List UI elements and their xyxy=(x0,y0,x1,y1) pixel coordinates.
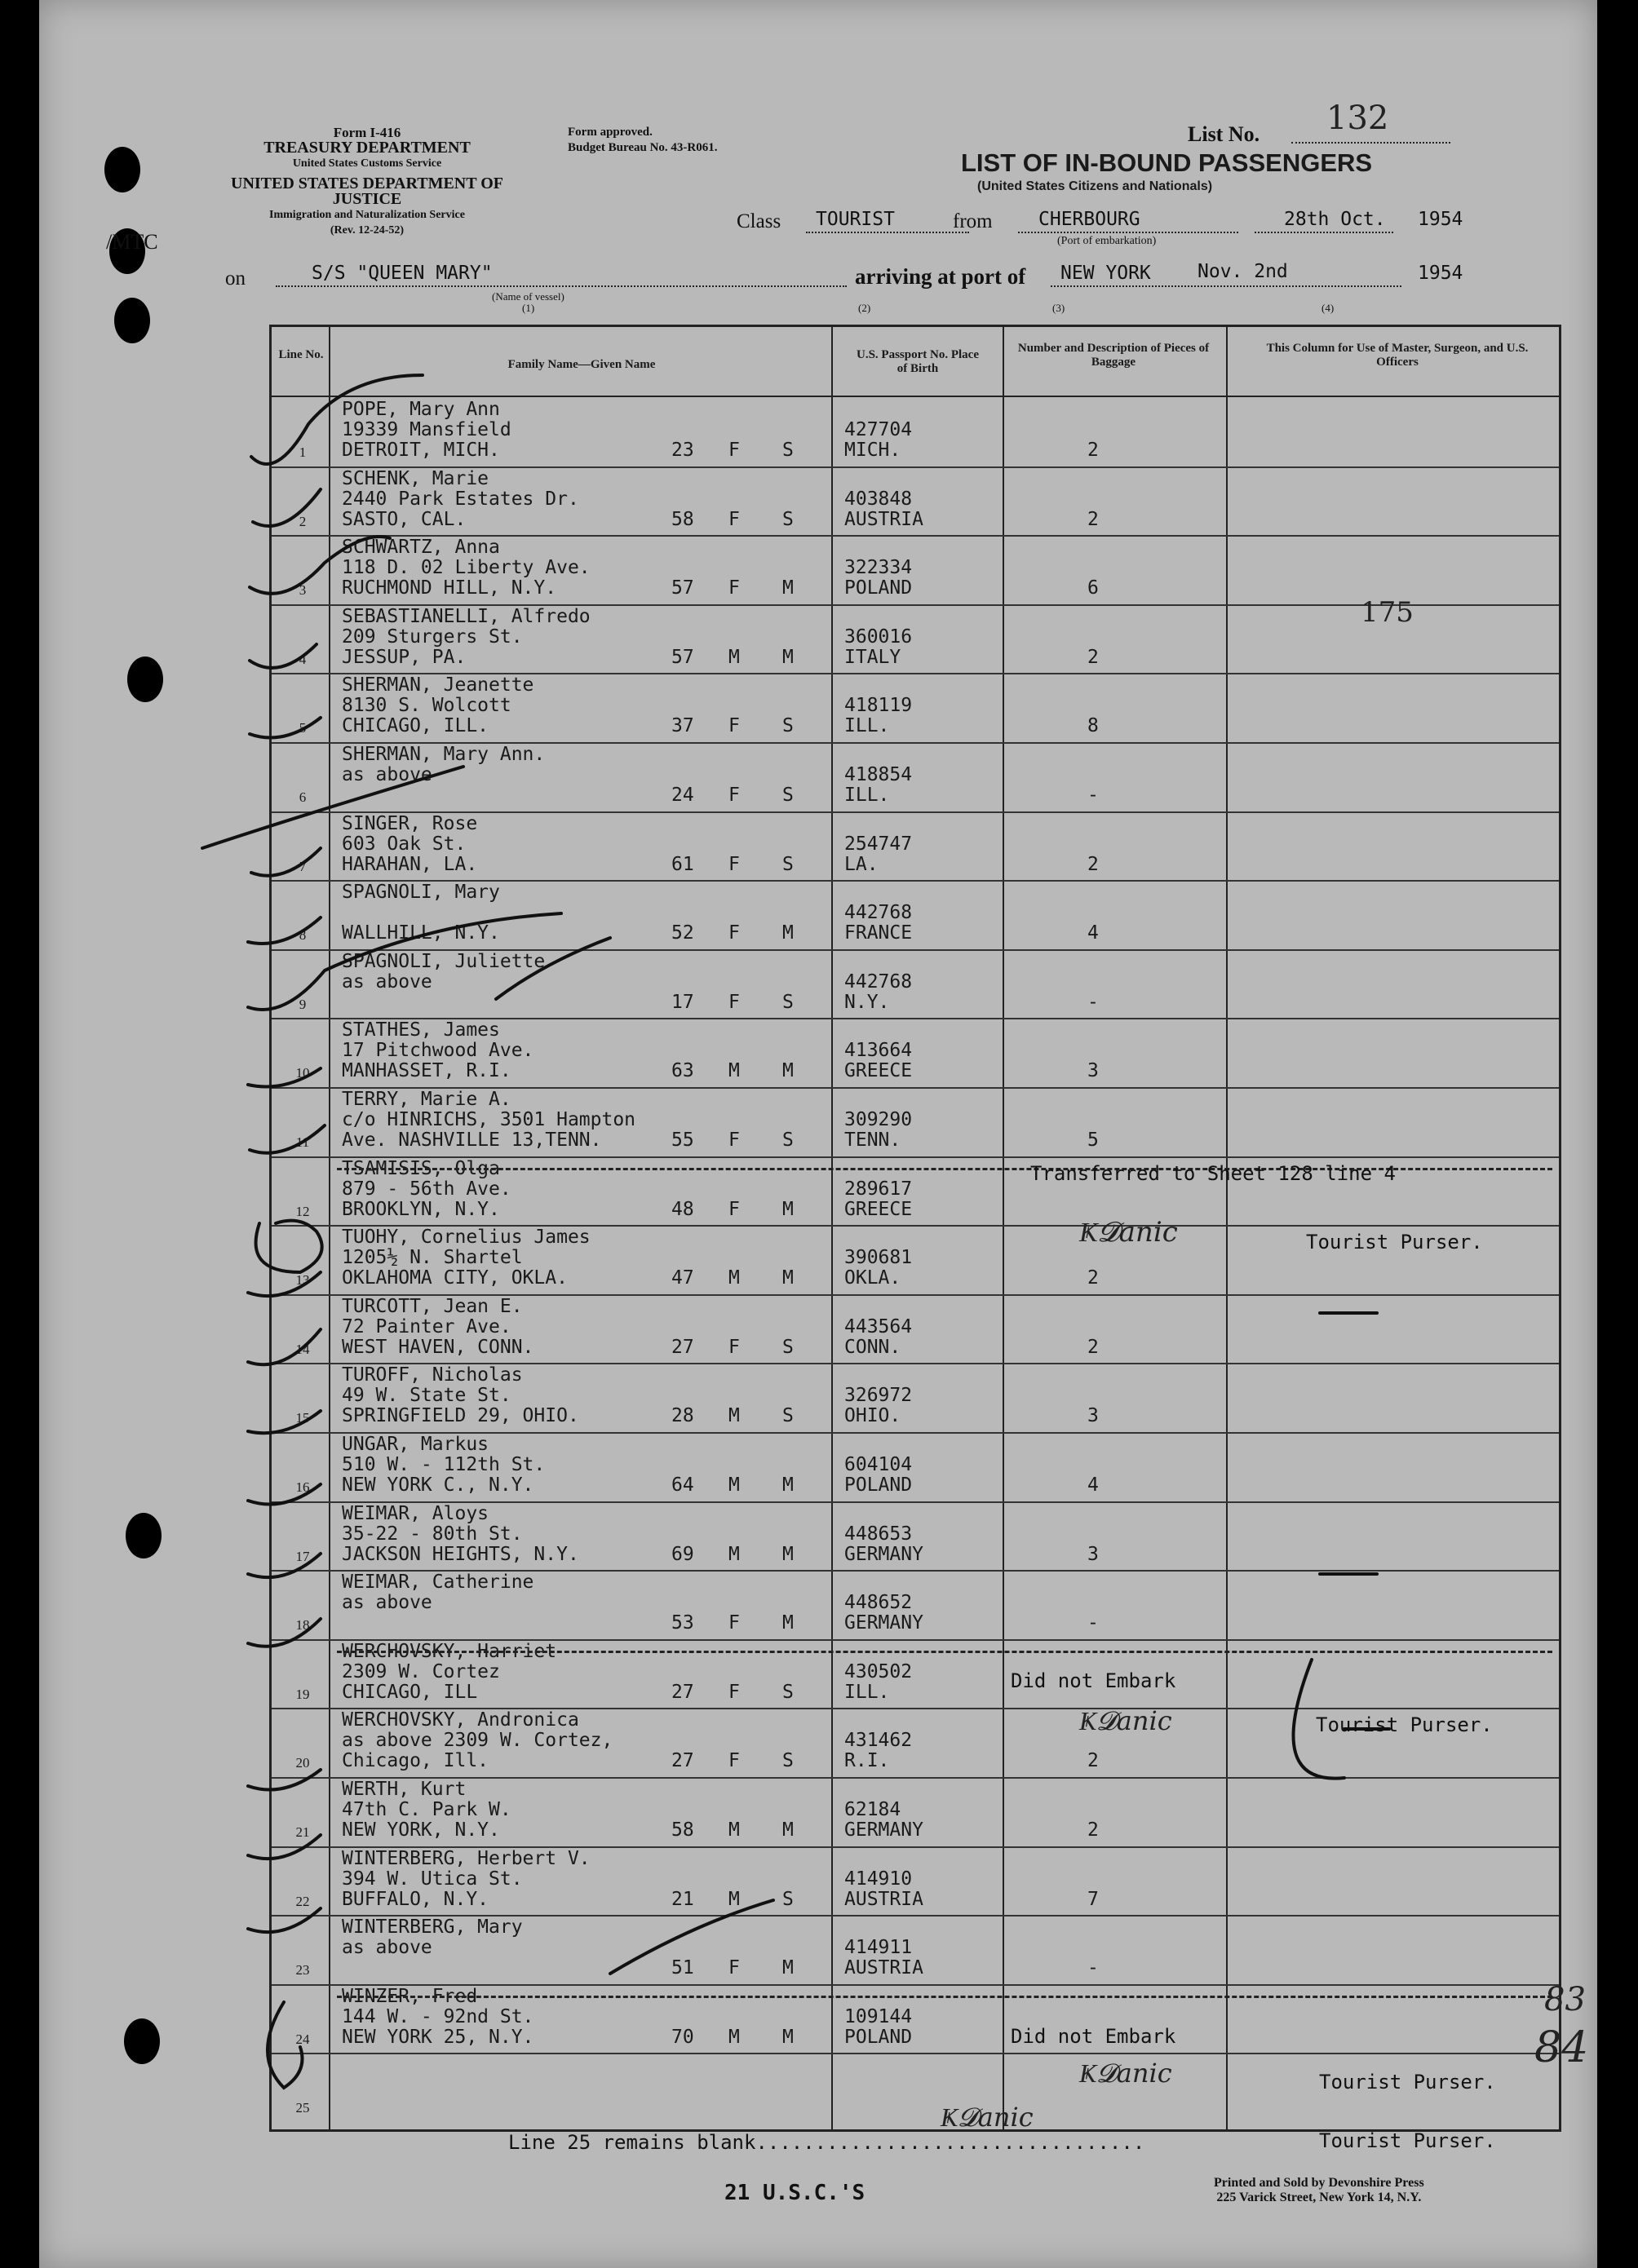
age: 58 xyxy=(671,1819,694,1841)
baggage-count: 3 xyxy=(1087,1405,1099,1427)
passenger-name: WINZER, Fred xyxy=(342,1985,478,2007)
customs-service: United States Customs Service xyxy=(292,157,442,170)
marital-status: S xyxy=(782,853,794,875)
passport-number: 109144 xyxy=(844,2005,913,2027)
city-line: DETROIT, MICH. xyxy=(342,440,500,461)
age: 27 xyxy=(671,1336,694,1358)
place-of-birth: AUSTRIA xyxy=(844,508,923,530)
line-number: 13 xyxy=(295,1272,310,1289)
line-number: 16 xyxy=(295,1479,310,1495)
passenger-name: TUOHY, Cornelius James xyxy=(342,1227,591,1249)
place-of-birth: N.Y. xyxy=(844,991,890,1013)
col-marker-1: (1) xyxy=(522,302,535,314)
usc-footer: 21 U.S.C.'S xyxy=(724,2181,865,2205)
place-of-birth: POLAND xyxy=(844,577,913,599)
city-line: SASTO, CAL. xyxy=(342,508,467,530)
place-of-birth: AUSTRIA xyxy=(844,1888,923,1910)
col-marker-2: (2) xyxy=(858,302,871,314)
marital-status: S xyxy=(782,1405,794,1427)
age: 69 xyxy=(671,1543,694,1565)
ins: Immigration and Naturalization Service xyxy=(269,209,465,221)
line-number: 5 xyxy=(299,720,307,736)
place-of-birth: POLAND xyxy=(844,1474,913,1496)
address-line: c/o HINRICHS, 3501 Hampton xyxy=(342,1109,636,1130)
sex: M xyxy=(728,2026,740,2048)
marital-status: M xyxy=(782,646,794,668)
marital-status: S xyxy=(782,1130,794,1151)
age: 48 xyxy=(671,1198,694,1220)
city-line: WALLHILL, N.Y. xyxy=(342,922,500,944)
baggage-count: 4 xyxy=(1087,922,1099,944)
col-head-line: Line No. xyxy=(278,348,324,361)
passport-number: 322334 xyxy=(844,557,913,579)
city-line: CHICAGO, ILL. xyxy=(342,715,489,737)
passport-number: 414910 xyxy=(844,1868,913,1890)
port-embark-label: (Port of embarkation) xyxy=(1057,235,1157,247)
margin-count-84: 84 xyxy=(1534,2023,1589,2072)
line-number: 14 xyxy=(295,1341,310,1357)
col-head-passport: U.S. Passport No. Place of Birth xyxy=(857,348,979,375)
passenger-name: WERCHOVSKY, Andronica xyxy=(342,1709,579,1731)
passenger-name: POPE, Mary Ann xyxy=(342,399,500,420)
line-number: 23 xyxy=(295,1962,310,1978)
passenger-name: SPAGNOLI, Mary xyxy=(342,882,500,904)
line-number: 15 xyxy=(295,1410,310,1426)
passport-number: 309290 xyxy=(844,1109,913,1130)
line-number: 3 xyxy=(299,582,307,599)
age: 27 xyxy=(671,1750,694,1772)
passenger-name: TSAMISIS, Olga xyxy=(342,1157,500,1179)
place-of-birth: OHIO. xyxy=(844,1405,901,1427)
age: 28 xyxy=(671,1405,694,1427)
address-line: as above xyxy=(342,1592,432,1614)
marital-status: M xyxy=(782,577,794,599)
baggage-count: 2 xyxy=(1087,1819,1099,1841)
baggage-count: 7 xyxy=(1087,1888,1099,1910)
city-line: Chicago, Ill. xyxy=(342,1750,489,1772)
baggage-count: 2 xyxy=(1087,646,1099,668)
place-of-birth: GREECE xyxy=(844,1060,913,1082)
passenger-name: SCHWARTZ, Anna xyxy=(342,537,500,559)
sex: F xyxy=(728,440,740,461)
address-line: as above xyxy=(342,970,432,993)
printer-line-1: Printed and Sold by Devonshire Press xyxy=(1214,2176,1424,2190)
address-line: 72 Painter Ave. xyxy=(342,1315,511,1337)
city-line: RUCHMOND HILL, N.Y. xyxy=(342,577,557,599)
address-line: 8130 S. Wolcott xyxy=(342,695,511,717)
vessel-name: S/S "QUEEN MARY" xyxy=(312,263,493,284)
city-line: CHICAGO, ILL xyxy=(342,1681,478,1703)
baggage-count: 4 xyxy=(1087,1474,1099,1496)
passport-number: 427704 xyxy=(844,419,913,440)
sex: F xyxy=(728,1612,740,1634)
from-label: from xyxy=(953,210,993,232)
address-line: 394 W. Utica St. xyxy=(342,1868,523,1890)
city-line: JESSUP, PA. xyxy=(342,646,467,668)
sex: F xyxy=(728,991,740,1013)
manifest-sheet xyxy=(39,0,1597,2268)
place-of-birth: LA. xyxy=(844,853,879,875)
passport-number: 430502 xyxy=(844,1660,913,1682)
address-line: 118 D. 02 Liberty Ave. xyxy=(342,557,591,579)
place-of-birth: ITALY xyxy=(844,646,901,668)
page-title: LIST OF IN-BOUND PASSENGERS xyxy=(961,148,1373,177)
marital-status: S xyxy=(782,1336,794,1358)
passenger-name: STATHES, James xyxy=(342,1019,500,1041)
sex: M xyxy=(728,1405,740,1427)
sex: F xyxy=(728,508,740,530)
line-number: 4 xyxy=(299,651,307,667)
passport-number: 254747 xyxy=(844,833,913,855)
marital-status: S xyxy=(782,1888,794,1910)
place-of-birth: ILL. xyxy=(844,715,890,737)
line-number: 21 xyxy=(295,1824,310,1840)
purser-note-24: Tourist Purser. xyxy=(1319,2071,1496,2093)
passenger-name: WEIMAR, Aloys xyxy=(342,1502,489,1524)
age: 58 xyxy=(671,508,694,530)
passport-number: 326972 xyxy=(844,1385,913,1407)
address-line: as above xyxy=(342,1937,432,1959)
line-number: 22 xyxy=(295,1893,310,1909)
from-value: CHERBOURG xyxy=(1038,209,1140,230)
line-number: 1 xyxy=(299,444,307,460)
line-number: 24 xyxy=(295,2031,310,2047)
age: 63 xyxy=(671,1060,694,1082)
place-of-birth: TENN. xyxy=(844,1130,901,1151)
place-of-birth: AUSTRIA xyxy=(844,1957,923,1979)
age: 37 xyxy=(671,715,694,737)
sex: F xyxy=(728,1336,740,1358)
sex: F xyxy=(728,715,740,737)
age: 23 xyxy=(671,440,694,461)
sex: F xyxy=(728,922,740,944)
address-line: as above 2309 W. Cortez, xyxy=(342,1730,613,1752)
place-of-birth: GERMANY xyxy=(844,1543,923,1565)
baggage-count: 6 xyxy=(1087,577,1099,599)
age: 21 xyxy=(671,1888,694,1910)
line-number: 25 xyxy=(295,2100,310,2116)
place-of-birth: POLAND xyxy=(844,2026,913,2048)
col-marker-3: (3) xyxy=(1052,302,1065,314)
age: 27 xyxy=(671,1681,694,1703)
line-number: 17 xyxy=(295,1548,310,1564)
class-value: TOURIST xyxy=(816,209,895,230)
passport-number: 414911 xyxy=(844,1937,913,1959)
address-line: 49 W. State St. xyxy=(342,1385,511,1407)
city-line: MANHASSET, R.I. xyxy=(342,1060,511,1082)
city-line: NEW YORK, N.Y. xyxy=(342,1819,500,1841)
baggage-count: 2 xyxy=(1087,853,1099,875)
sex: M xyxy=(728,1060,740,1082)
place-of-birth: ILL. xyxy=(844,1681,890,1703)
passenger-name: SEBASTIANELLI, Alfredo xyxy=(342,605,591,627)
doj: UNITED STATES DEPARTMENT OF JUSTICE xyxy=(231,175,503,208)
city-line: NEW YORK 25, N.Y. xyxy=(342,2026,534,2048)
sex: M xyxy=(728,1543,740,1565)
passport-number: 604104 xyxy=(844,1454,913,1475)
arrival-year: 1954 xyxy=(1418,263,1463,284)
sex: F xyxy=(728,1750,740,1772)
list-number: 132 xyxy=(1326,99,1389,137)
address-line: 19339 Mansfield xyxy=(342,419,511,440)
passenger-name: SCHENK, Marie xyxy=(342,467,489,489)
form-approved: Form approved. xyxy=(568,126,653,139)
passenger-name: SINGER, Rose xyxy=(342,812,478,834)
baggage-count: 2 xyxy=(1087,508,1099,530)
address-line: 47th C. Park W. xyxy=(342,1799,511,1820)
purser-signature-19: Ҝ𝓓anic xyxy=(1079,1705,1172,1736)
budget-bureau: Budget Bureau No. 43-R061. xyxy=(568,141,718,154)
line-number: 20 xyxy=(295,1755,310,1771)
sex: F xyxy=(728,853,740,875)
passenger-name: WEIMAR, Catherine xyxy=(342,1572,534,1594)
form-number: Form I-416 xyxy=(333,125,401,140)
passport-number: 413664 xyxy=(844,1040,913,1062)
place-of-birth: GERMANY xyxy=(844,1612,923,1634)
age: 47 xyxy=(671,1267,694,1289)
marital-status: M xyxy=(782,1267,794,1289)
city-line: Ave. NASHVILLE 13,TENN. xyxy=(342,1130,602,1151)
sex: F xyxy=(728,1130,740,1151)
place-of-birth: OKLA. xyxy=(844,1267,901,1289)
passenger-name: SHERMAN, Mary Ann. xyxy=(342,744,546,765)
list-label: List No. xyxy=(1188,122,1260,146)
baggage-count: - xyxy=(1087,1612,1099,1634)
passenger-name: UNGAR, Markus xyxy=(342,1434,489,1455)
city-line: HARAHAN, LA. xyxy=(342,853,478,875)
sex: M xyxy=(728,1819,740,1841)
age: 64 xyxy=(671,1474,694,1496)
class-label: Class xyxy=(737,210,781,232)
sex: M xyxy=(728,1474,740,1496)
arrival-port: NEW YORK xyxy=(1060,263,1151,284)
place-of-birth: R.I. xyxy=(844,1750,890,1772)
passenger-name: WERCHOVSKY, Harriet xyxy=(342,1640,557,1662)
place-of-birth: GERMANY xyxy=(844,1819,923,1841)
sex: F xyxy=(728,1681,740,1703)
purser-note-19: Tourist Purser. xyxy=(1316,1713,1493,1736)
depart-date: 28th Oct. xyxy=(1284,209,1386,230)
sex: F xyxy=(728,785,740,806)
age: 55 xyxy=(671,1130,694,1151)
passenger-name: WINTERBERG, Mary xyxy=(342,1917,523,1939)
did-not-embark-24: Did not Embark xyxy=(1011,2025,1176,2048)
age: 70 xyxy=(671,2026,694,2048)
marital-status: M xyxy=(782,1819,794,1841)
age: 57 xyxy=(671,646,694,668)
age: 51 xyxy=(671,1957,694,1979)
sex: M xyxy=(728,1888,740,1910)
city-line: WEST HAVEN, CONN. xyxy=(342,1336,534,1358)
passenger-name: SHERMAN, Jeanette xyxy=(342,674,534,696)
marital-status: M xyxy=(782,1474,794,1496)
marital-status: M xyxy=(782,1060,794,1082)
line-number: 19 xyxy=(295,1686,310,1702)
line-number: 12 xyxy=(295,1203,310,1219)
address-line: 209 Sturgers St. xyxy=(342,626,523,648)
passenger-name: SPAGNOLI, Juliette xyxy=(342,950,546,972)
passport-number: 403848 xyxy=(844,488,913,510)
depart-year: 1954 xyxy=(1418,209,1463,230)
baggage-count: 3 xyxy=(1087,1543,1099,1565)
city-line: BROOKLYN, N.Y. xyxy=(342,1198,500,1220)
passenger-name: WINTERBERG, Herbert V. xyxy=(342,1847,591,1869)
passenger-name: WERTH, Kurt xyxy=(342,1779,467,1800)
passport-number: 62184 xyxy=(844,1799,901,1820)
passport-number: 289617 xyxy=(844,1178,913,1200)
passport-number: 360016 xyxy=(844,626,913,648)
baggage-count: 2 xyxy=(1087,440,1099,461)
transferred-note: Transferred to Sheet 128 line 4 xyxy=(1030,1162,1396,1185)
city-line: JACKSON HEIGHTS, N.Y. xyxy=(342,1543,579,1565)
passport-number: 448652 xyxy=(844,1592,913,1614)
purser-note-25: Tourist Purser. xyxy=(1319,2129,1496,2152)
arriving-label: arriving at port of xyxy=(855,264,1026,289)
address-line: 879 - 56th Ave. xyxy=(342,1178,511,1200)
baggage-count: 5 xyxy=(1087,1130,1099,1151)
age: 52 xyxy=(671,922,694,944)
age: 57 xyxy=(671,577,694,599)
line-number: 6 xyxy=(299,789,307,805)
baggage-count: 2 xyxy=(1087,1267,1099,1289)
marital-status: M xyxy=(782,1957,794,1979)
baggage-count: 3 xyxy=(1087,1060,1099,1082)
purser-signature-25: Ҝ𝓓anic xyxy=(941,2102,1034,2133)
address-line: 144 W. - 92nd St. xyxy=(342,2005,534,2027)
passport-number: 442768 xyxy=(844,902,913,924)
passenger-name: TUROFF, Nicholas xyxy=(342,1364,523,1386)
revision: (Rev. 12-24-52) xyxy=(330,224,405,237)
line-number: 8 xyxy=(299,927,307,944)
col-head-baggage: Number and Description of Pieces of Baggage xyxy=(1017,342,1210,369)
passport-number: 418854 xyxy=(844,764,913,785)
baggage-count: 2 xyxy=(1087,1336,1099,1358)
sex: M xyxy=(728,646,740,668)
place-of-birth: GREECE xyxy=(844,1198,913,1220)
address-line: 17 Pitchwood Ave. xyxy=(342,1040,534,1062)
address-line: as above xyxy=(342,764,432,785)
marital-status: M xyxy=(782,922,794,944)
line-number: 10 xyxy=(295,1065,310,1081)
col-head-name: Family Name—Given Name xyxy=(507,358,656,371)
age: 61 xyxy=(671,853,694,875)
page-subtitle: (United States Citizens and Nationals) xyxy=(977,179,1213,193)
baggage-count: 8 xyxy=(1087,715,1099,737)
marital-status: M xyxy=(782,1612,794,1634)
address-line: 2309 W. Cortez xyxy=(342,1660,500,1682)
place-of-birth: MICH. xyxy=(844,440,901,461)
city-line: SPRINGFIELD 29, OHIO. xyxy=(342,1405,579,1427)
baggage-count: - xyxy=(1087,1957,1099,1979)
passport-number: 443564 xyxy=(844,1315,913,1337)
age: 53 xyxy=(671,1612,694,1634)
marital-status: M xyxy=(782,1543,794,1565)
arrival-date: Nov. 2nd xyxy=(1198,261,1288,282)
address-line: 2440 Park Estates Dr. xyxy=(342,488,579,510)
age: 17 xyxy=(671,991,694,1013)
address-line: 510 W. - 112th St. xyxy=(342,1454,546,1475)
line25-text: Line 25 remains blank xyxy=(508,2131,756,2154)
marital-status: M xyxy=(782,1198,794,1220)
passenger-name: TERRY, Marie A. xyxy=(342,1089,511,1110)
address-line: 1205½ N. Shartel xyxy=(342,1247,523,1269)
sex: F xyxy=(728,577,740,599)
vessel-label: (Name of vessel) xyxy=(492,290,564,303)
sex: M xyxy=(728,1267,740,1289)
baggage-count: - xyxy=(1087,991,1099,1013)
marital-status: M xyxy=(782,2026,794,2048)
line25-note: Line 25 remains blank................................. xyxy=(508,2131,1145,2154)
sex: F xyxy=(728,1957,740,1979)
baggage-count: - xyxy=(1087,785,1099,806)
line-number: 2 xyxy=(299,513,307,529)
printer-line-2: 225 Varick Street, New York 14, N.Y. xyxy=(1216,2191,1422,2204)
marital-status: S xyxy=(782,508,794,530)
place-of-birth: CONN. xyxy=(844,1336,901,1358)
passport-number: 431462 xyxy=(844,1730,913,1752)
line-number: 7 xyxy=(299,858,307,874)
did-not-embark-19: Did not Embark xyxy=(1011,1669,1176,1692)
place-of-birth: FRANCE xyxy=(844,922,913,944)
line-number: 18 xyxy=(295,1617,310,1634)
marital-status: S xyxy=(782,1681,794,1703)
col-head-officers: This Column for Use of Master, Surgeon, and U.S. Officers xyxy=(1266,342,1529,369)
marital-status: S xyxy=(782,440,794,461)
baggage-count: 2 xyxy=(1087,1750,1099,1772)
check-marks-layer xyxy=(39,0,1597,2268)
passenger-name: TURCOTT, Jean E. xyxy=(342,1295,523,1317)
passport-number: 390681 xyxy=(844,1247,913,1269)
purser-note-12: Tourist Purser. xyxy=(1306,1231,1483,1253)
purser-signature-12: Ҝ𝓓anic xyxy=(1079,1216,1178,1249)
age: 24 xyxy=(671,785,694,806)
passport-number: 442768 xyxy=(844,970,913,993)
marital-status: S xyxy=(782,991,794,1013)
officer-note-175: 175 xyxy=(1361,596,1414,629)
col-marker-4: (4) xyxy=(1321,302,1335,314)
place-of-birth: ILL. xyxy=(844,785,890,806)
city-line: NEW YORK C., N.Y. xyxy=(342,1474,534,1496)
address-line: 603 Oak St. xyxy=(342,833,467,855)
mtc-mark: /MTC xyxy=(106,230,158,254)
purser-signature-24: Ҝ𝓓anic xyxy=(1079,2058,1172,2089)
marital-status: S xyxy=(782,785,794,806)
sex: F xyxy=(728,1198,740,1220)
passport-number: 418119 xyxy=(844,695,913,717)
margin-count-83: 83 xyxy=(1544,1981,1586,2018)
address-line: 35-22 - 80th St. xyxy=(342,1523,523,1545)
passport-number: 448653 xyxy=(844,1523,913,1545)
marital-status: S xyxy=(782,1750,794,1772)
line-number: 11 xyxy=(295,1134,310,1150)
on-label: on xyxy=(225,267,246,290)
city-line: BUFFALO, N.Y. xyxy=(342,1888,489,1910)
treasury-dept: TREASURY DEPARTMENT xyxy=(263,139,471,157)
marital-status: S xyxy=(782,715,794,737)
city-line: OKLAHOMA CITY, OKLA. xyxy=(342,1267,568,1289)
line-number: 9 xyxy=(299,996,307,1012)
